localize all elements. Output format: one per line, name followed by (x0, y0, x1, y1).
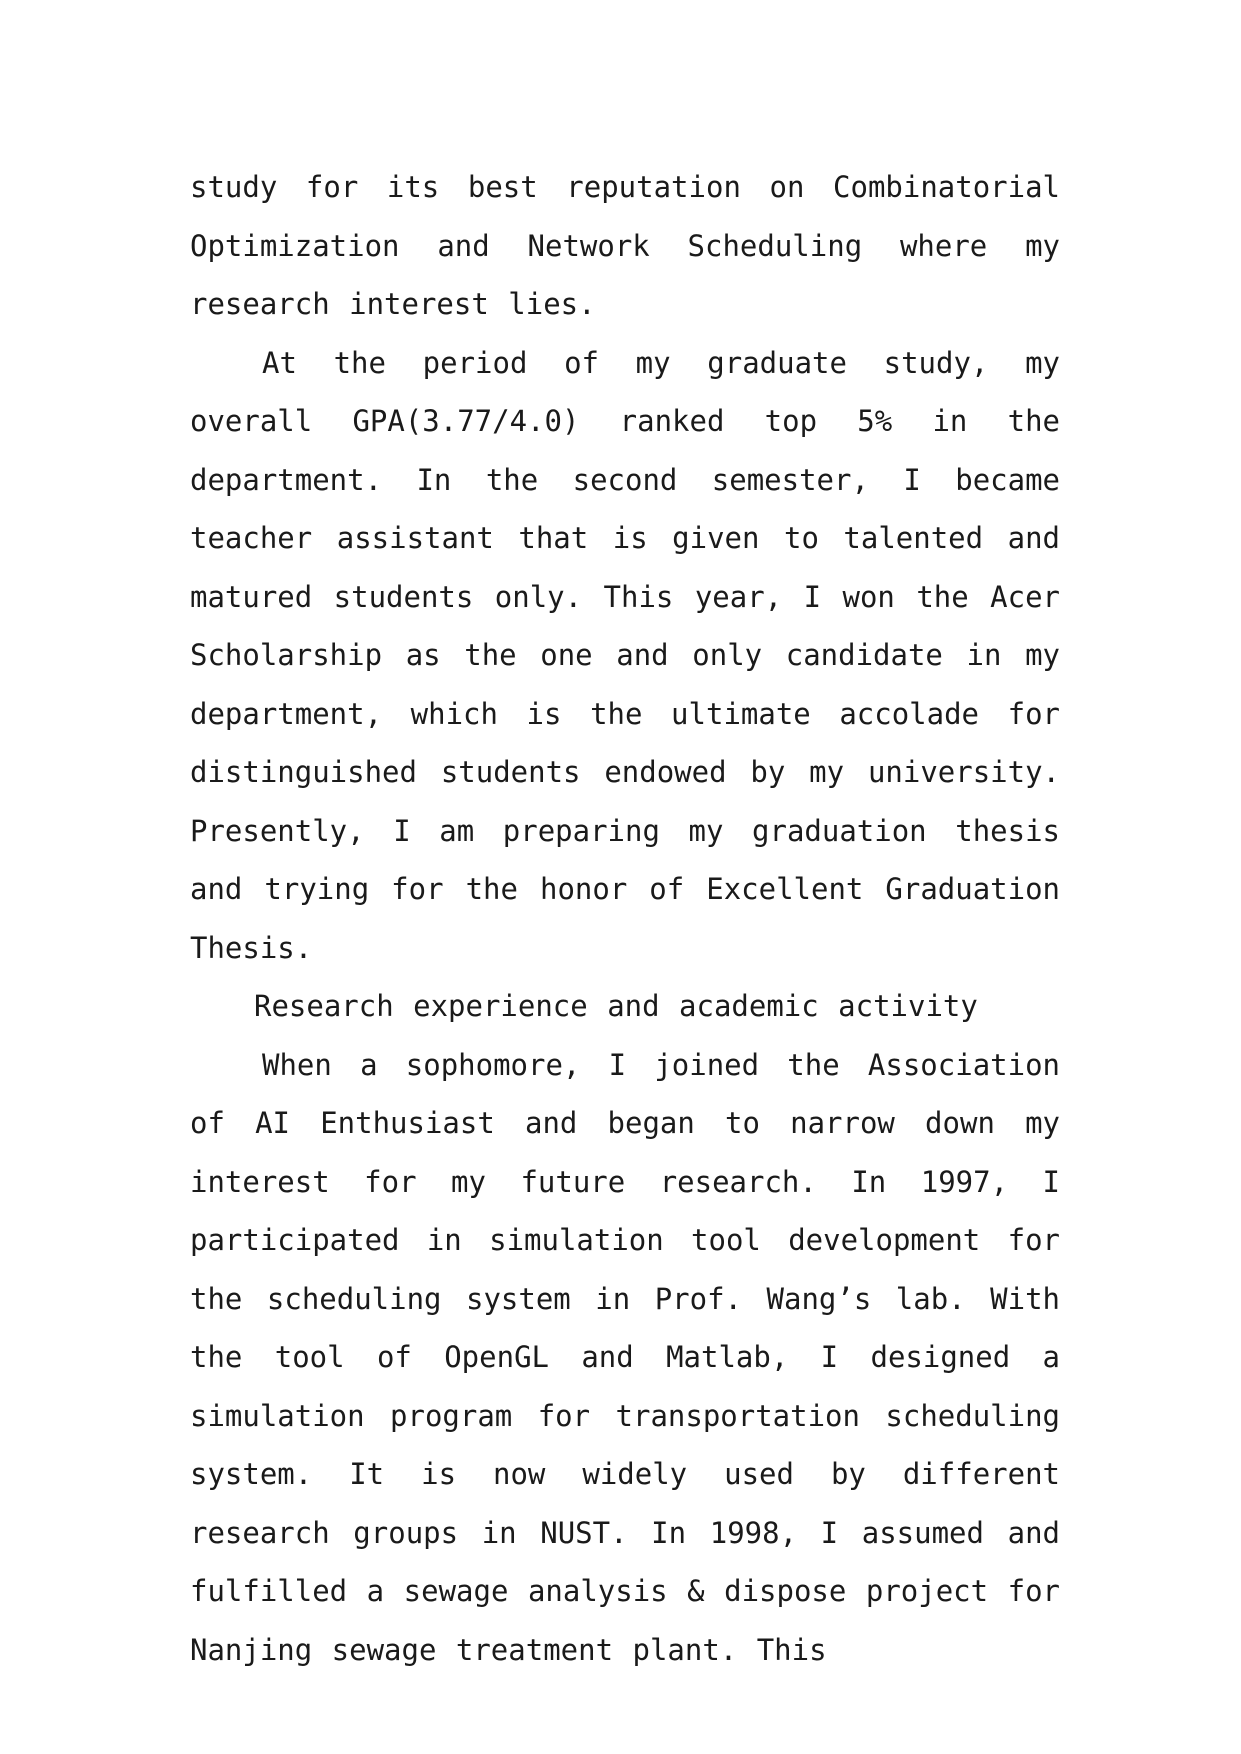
section-heading-research: Research experience and academic activity (254, 989, 978, 1023)
paragraph-graduate-study: At the period of my graduate study, my overall GPA(3.77/4.0) ranked top 5% in the department. In the second semester, I became teacher assistant that is given to talented and matured students only. This year, I won the Acer Scholarship as the one and only candidate in my department, which is the ultimate accolade for distinguished students endowed by my university. Presently, I am preparing my graduation thesis and trying for the honor of Excellent Graduation Thesis. (190, 345, 1060, 965)
paragraph-research-experience: When a sophomore, I joined the Association of AI Enthusiast and began to narrow down my interest for my future research. In 1997, I participated in simulation tool development for the scheduling system in Prof. Wang’s lab. With the tool of OpenGL and Matlab, I designed a simulation program for transportation scheduling system. It is now widely used by different research groups in NUST. In 1998, I assumed and fulfilled a sewage analysis & dispose project for Nanjing sewage treatment plant. This (190, 1047, 1060, 1667)
document-body (190, 158, 1060, 1679)
paragraph-intro: study for its best reputation on Combinatorial Optimization and Network Scheduling where my research interest lies. (190, 170, 1060, 321)
